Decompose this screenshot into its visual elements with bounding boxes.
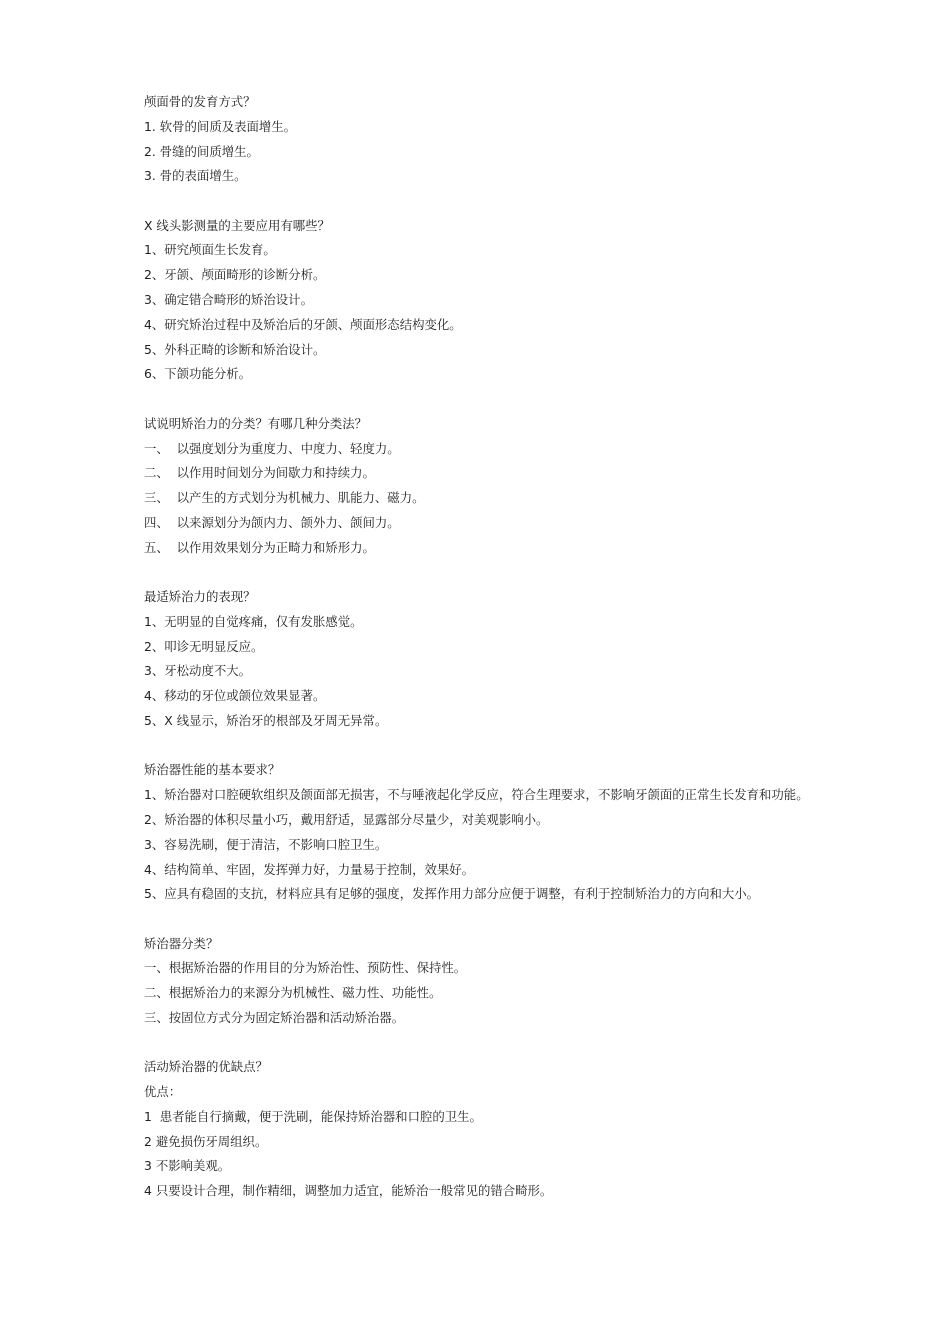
list-item: 一、 以强度划分为重度力、中度力、轻度力。 bbox=[144, 440, 400, 456]
list-item: 4、结构简单、牢固，发挥弹力好，力量易于控制，效果好。 bbox=[144, 861, 475, 877]
list-item: 3 不影响美观。 bbox=[144, 1158, 231, 1174]
section-craniofacial-bone-growth bbox=[144, 90, 824, 189]
section-optimal-force-signs bbox=[144, 585, 824, 734]
list-item: 4、研究矫治过程中及矫治后的牙颌、颅面形态结构变化。 bbox=[144, 316, 462, 332]
list-item: 一、根据矫治器的作用目的分为矫治性、预防性、保持性。 bbox=[144, 960, 467, 976]
list-item: 4、移动的牙位或颌位效果显著。 bbox=[144, 688, 326, 704]
list-item: 3、确定错合畸形的矫治设计。 bbox=[144, 292, 313, 308]
section-appliance-requirements bbox=[144, 758, 824, 907]
list-item: 1、研究颅面生长发育。 bbox=[144, 242, 276, 258]
list-item: 2、矫治器的体积尽量小巧，戴用舒适，显露部分尽量少，对美观影响小。 bbox=[144, 811, 549, 827]
list-item: 3、牙松动度不大。 bbox=[144, 663, 252, 679]
document-page bbox=[144, 90, 824, 1229]
list-item: 2. 骨缝的间质增生。 bbox=[144, 143, 259, 159]
list-item: 1、无明显的自觉疼痛，仅有发胀感觉。 bbox=[144, 613, 363, 629]
list-item: 5、外科正畸的诊断和矫治设计。 bbox=[144, 341, 326, 357]
section-appliance-classification bbox=[144, 932, 824, 1031]
list-item: 6、下颌功能分析。 bbox=[144, 366, 252, 382]
section-title: 活动矫治器的优缺点？ bbox=[144, 1059, 268, 1075]
section-removable-appliance-pros-cons bbox=[144, 1055, 824, 1204]
list-item: 1. 软骨的间质及表面增生。 bbox=[144, 118, 297, 134]
list-item: 五、 以作用效果划分为正畸力和矫形力。 bbox=[144, 539, 375, 555]
section-title: X 线头影测量的主要应用有哪些？ bbox=[144, 217, 330, 233]
section-title: 矫治器性能的基本要求？ bbox=[144, 762, 281, 778]
list-item: 2 避免损伤牙周组织。 bbox=[144, 1133, 268, 1149]
list-item: 三、按固位方式分为固定矫治器和活动矫治器。 bbox=[144, 1010, 405, 1025]
list-item: 5、应具有稳固的支抗，材料应具有足够的强度，发挥作用力部分应便于调整，有利于控制矫治力的方向和大小。 bbox=[144, 886, 760, 902]
list-item: 2、牙颌、颅面畸形的诊断分析。 bbox=[144, 267, 326, 283]
list-item: 二、根据矫治力的来源分为机械性、磁力性、功能性。 bbox=[144, 985, 442, 1001]
subheading-advantages: 优点： bbox=[144, 1084, 182, 1100]
list-item: 3、容易洗刷，便于清洁，不影响口腔卫生。 bbox=[144, 836, 388, 852]
list-item: 2、叩诊无明显反应。 bbox=[144, 638, 264, 654]
list-item: 二、 以作用时间划分为间歇力和持续力。 bbox=[144, 465, 375, 481]
section-cephalometric-applications bbox=[144, 214, 824, 388]
section-title: 试说明矫治力的分类？有哪几种分类法？ bbox=[144, 415, 368, 431]
section-title: 颅面骨的发育方式？ bbox=[144, 94, 256, 109]
list-item: 3. 骨的表面增生。 bbox=[144, 168, 247, 184]
list-item: 三、 以产生的方式划分为机械力、肌能力、磁力。 bbox=[144, 490, 425, 506]
section-title: 最适矫治力的表现？ bbox=[144, 589, 256, 605]
section-orthodontic-force-classification bbox=[144, 412, 824, 561]
list-item: 4 只要设计合理，制作精细，调整加力适宜，能矫治一般常见的错合畸形。 bbox=[144, 1183, 553, 1199]
list-item: 1、矫治器对口腔硬软组织及颌面部无损害，不与唾液起化学反应，符合生理要求，不影响牙颌面的正常生长发育和功能。 bbox=[144, 787, 809, 803]
list-item: 四、 以来源划分为颌内力、颌外力、颌间力。 bbox=[144, 514, 400, 530]
list-item: 1 患者能自行摘戴，便于洗刷，能保持矫治器和口腔的卫生。 bbox=[144, 1108, 482, 1124]
list-item: 5、X 线显示，矫治牙的根部及牙周无异常。 bbox=[144, 713, 388, 729]
section-title: 矫治器分类？ bbox=[144, 935, 219, 951]
